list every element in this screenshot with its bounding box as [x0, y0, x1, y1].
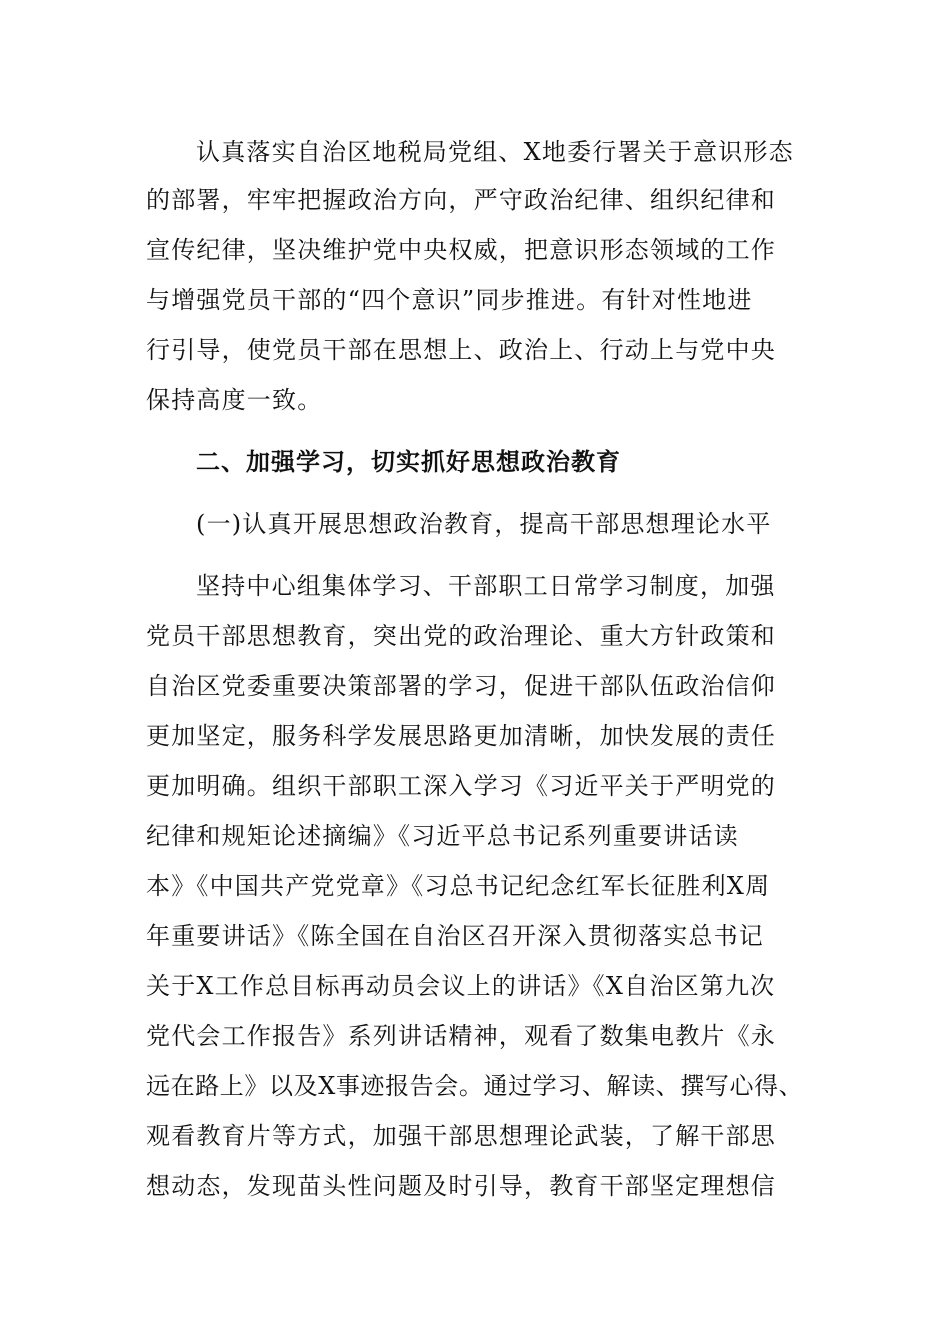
paragraph-line: 关于X工作总目标再动员会议上的讲话》《X自治区第九次	[146, 972, 776, 1000]
paragraph-line: 本》《中国共产党党章》《习总书记纪念红军长征胜利X周	[146, 872, 771, 900]
paragraph-line: 观看教育片等方式，加强干部思想理论武装，了解干部思	[146, 1122, 776, 1150]
paragraph-line: 宣传纪律，坚决维护党中央权威，把意识形态领域的工作	[146, 236, 776, 264]
paragraph-line: 保持高度一致。	[146, 386, 323, 414]
paragraph-line: 年重要讲话》《陈全国在自治区召开深入贯彻落实总书记	[146, 922, 764, 950]
paragraph-line: 远在路上》以及X事迹报告会。通过学习、解读、撰写心得、	[146, 1072, 804, 1100]
paragraph-line: 更加明确。组织干部职工深入学习《习近平关于严明党的	[146, 772, 776, 800]
paragraph-line: 与增强党员干部的“四个意识”同步推进。有针对性地进	[146, 286, 753, 314]
paragraph-line: 行引导，使党员干部在思想上、政治上、行动上与党中央	[146, 336, 776, 364]
paragraph-line: 党员干部思想教育，突出党的政治理论、重大方针政策和	[146, 622, 776, 650]
paragraph-line: 认真落实自治区地税局党组、X地委行署关于意识形态	[196, 138, 794, 166]
paragraph-line: 纪律和规矩论述摘编》《习近平总书记系列重要讲话读	[146, 822, 739, 850]
section-heading: 二、加强学习，切实抓好思想政治教育	[196, 448, 621, 476]
paragraph-line: 党代会工作报告》系列讲话精神，观看了数集电教片《永	[146, 1022, 776, 1050]
subsection-heading: (一)认真开展思想政治教育，提高干部思想理论水平	[196, 510, 772, 538]
paragraph-line: 想动态，发现苗头性问题及时引导，教育干部坚定理想信	[146, 1172, 776, 1200]
paragraph-line: 更加坚定，服务科学发展思路更加清晰，加快发展的责任	[146, 722, 776, 750]
paragraph-line: 的部署，牢牢把握政治方向，严守政治纪律、组织纪律和	[146, 186, 776, 214]
paragraph-line: 自治区党委重要决策部署的学习，促进干部队伍政治信仰	[146, 672, 776, 700]
paragraph-line: 坚持中心组集体学习、干部职工日常学习制度，加强	[196, 572, 776, 600]
